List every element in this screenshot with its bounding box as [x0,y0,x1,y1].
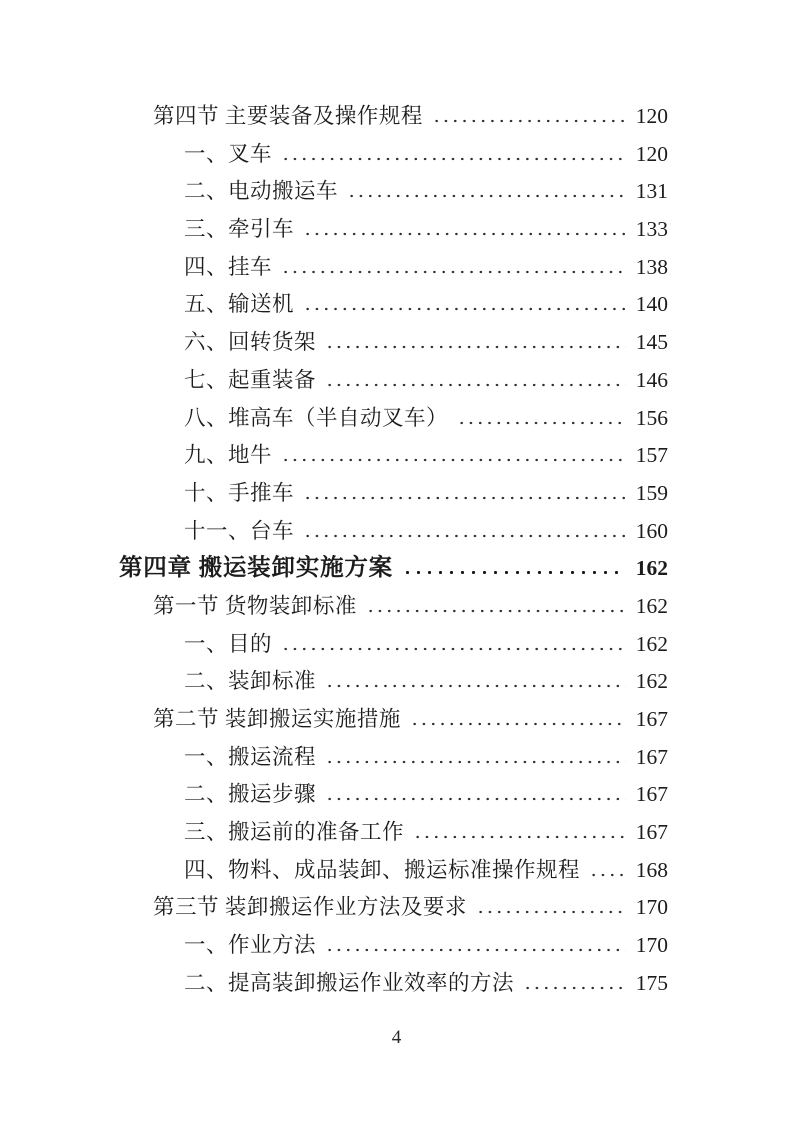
toc-entry-title: 四、物料、成品装卸、搬运标准操作规程 [184,857,581,882]
toc-entry[interactable] [0,513,668,551]
toc-entry[interactable] [0,663,668,701]
toc-entry[interactable] [0,550,668,588]
toc-entry-page-number: 168 [635,857,668,882]
toc-entry-title: 二、电动搬运车 [184,179,339,204]
toc-entry-title: 一、叉车 [184,141,273,166]
dot-leader [281,458,626,462]
toc-entry[interactable] [0,475,668,513]
dot-leader [303,307,626,311]
toc-entry[interactable] [0,965,668,1003]
toc-entry[interactable] [0,173,668,211]
toc-entry-page-number: 162 [635,669,668,694]
table-of-contents [0,98,793,1003]
dot-leader [281,270,626,274]
toc-entry[interactable] [0,852,668,890]
toc-entry-page-number: 156 [635,405,668,430]
toc-entry-title: 第三节 装卸搬运作业方法及要求 [153,895,467,920]
toc-entry[interactable] [0,136,668,174]
toc-entry[interactable] [0,927,668,965]
dot-leader [457,421,626,425]
dot-leader [523,986,626,990]
toc-entry[interactable] [0,588,668,626]
toc-entry-page-number: 140 [635,292,668,317]
toc-entry-page-number: 157 [635,443,668,468]
toc-entry-title: 八、堆高车（半自动叉车） [184,405,449,430]
toc-entry-title: 第四章 搬运装卸实施方案 [119,555,393,582]
dot-leader [325,797,626,801]
toc-entry[interactable] [0,324,668,362]
toc-entry-title: 十一、台车 [184,518,295,543]
toc-entry[interactable] [0,626,668,664]
toc-entry[interactable] [0,701,668,739]
dot-leader [325,345,626,349]
toc-entry[interactable] [0,889,668,927]
toc-entry-title: 十、手推车 [184,480,295,505]
dot-leader [303,232,626,236]
page-footer [0,1027,793,1049]
dot-leader [281,647,626,651]
toc-entry[interactable] [0,400,668,438]
toc-entry-title: 二、装卸标准 [184,669,317,694]
dot-leader [281,157,626,161]
dot-leader [366,609,626,613]
dot-leader [303,534,626,538]
dot-leader [325,383,626,387]
toc-entry-title: 六、回转货架 [184,330,317,355]
toc-entry-title: 第一节 货物装卸标准 [153,593,357,618]
dot-leader [303,496,626,500]
page-number: 4 [391,1027,402,1048]
toc-entry-title: 二、搬运步骤 [184,782,317,807]
toc-entry-page-number: 170 [635,933,668,958]
toc-entry[interactable] [0,286,668,324]
dot-leader [589,873,626,877]
toc-entry-page-number: 162 [635,556,668,581]
toc-entry-title: 三、搬运前的准备工作 [184,820,405,845]
toc-entry-title: 四、挂车 [184,254,273,279]
toc-entry-page-number: 120 [635,104,668,128]
toc-entry-title: 一、作业方法 [184,933,317,958]
toc-entry-title: 一、搬运流程 [184,744,317,769]
toc-entry-title: 一、目的 [184,631,273,656]
toc-entry-page-number: 167 [635,744,668,769]
toc-entry-title: 五、输送机 [184,292,295,317]
toc-entry-title: 九、地牛 [184,443,273,468]
dot-leader [402,570,626,575]
toc-entry-page-number: 138 [635,254,668,279]
toc-entry[interactable] [0,814,668,852]
dot-leader [410,722,626,726]
toc-entry-page-number: 167 [635,707,668,731]
toc-entry-page-number: 159 [635,480,668,505]
dot-leader [347,194,626,198]
toc-entry-page-number: 162 [635,593,668,618]
dot-leader [432,119,626,123]
dot-leader [325,948,626,952]
toc-entry-page-number: 133 [635,217,668,242]
dot-leader [325,684,626,688]
dot-leader [413,835,626,839]
toc-entry-page-number: 146 [635,367,668,392]
toc-entry-page-number: 131 [635,179,668,204]
toc-entry[interactable] [0,437,668,475]
toc-entry[interactable] [0,249,668,287]
toc-entry-page-number: 167 [635,820,668,845]
toc-entry-page-number: 160 [635,518,668,543]
toc-entry[interactable] [0,776,668,814]
toc-entry-page-number: 167 [635,782,668,807]
toc-entry-page-number: 175 [635,970,668,995]
toc-entry-title: 第四节 主要装备及操作规程 [153,104,423,128]
toc-entry-title: 二、提高装卸搬运作业效率的方法 [184,970,515,995]
toc-entry[interactable] [0,211,668,249]
toc-entry[interactable] [0,362,668,400]
toc-entry-title: 七、起重装备 [184,367,317,392]
dot-leader [476,910,626,914]
toc-entry-title: 第二节 装卸搬运实施措施 [153,707,401,731]
toc-entry-page-number: 170 [635,895,668,920]
dot-leader [325,760,626,764]
toc-entry-title: 三、牵引车 [184,217,295,242]
toc-entry-page-number: 120 [635,141,668,166]
toc-entry-page-number: 162 [635,631,668,656]
toc-entry-page-number: 145 [635,330,668,355]
toc-entry[interactable] [0,98,668,136]
toc-entry[interactable] [0,739,668,777]
